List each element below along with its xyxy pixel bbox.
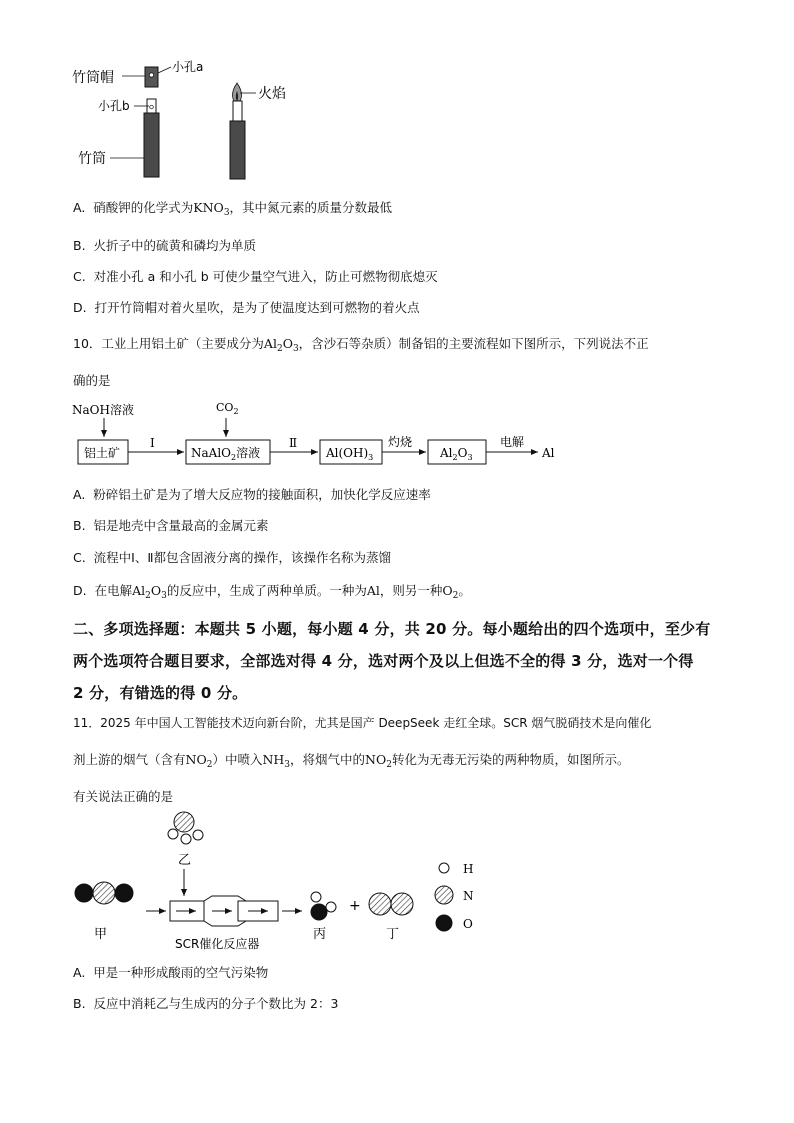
plus-sign: +: [349, 898, 361, 914]
aluminum-flow-diagram: [70, 398, 570, 473]
svg-text:NaAlO2溶液: NaAlO$_2$溶液: [191, 446, 261, 462]
legend-h: H: [463, 862, 474, 876]
legend-n: N: [463, 889, 474, 903]
tube-body-left: [144, 113, 159, 177]
legend-o: O: [463, 917, 473, 931]
q9-option-b: B. 火折子中的硫黄和磷均为单质: [73, 238, 257, 253]
q11-stem-line2: 剂上游的烟气（含有$NO_2$）中喷入$NH_3$，将烟气中的$NO_2$转化为无毒无污染的两种物质，如图所示。: [73, 752, 630, 770]
molecule-bing: [311, 892, 336, 920]
q9-option-c: C. 对准小孔 a 和小孔 b 可使少量空气进入，防止可燃物彻底熄灭: [73, 269, 438, 284]
svg-text:铝土矿: 铝土矿: [84, 446, 121, 460]
label-yi: 乙: [178, 853, 192, 868]
tube-inner-right: [233, 101, 242, 121]
scr-reaction-figure: [70, 808, 510, 958]
step-4: 电解: [500, 435, 525, 449]
q10-stem-line2: 确的是: [73, 373, 111, 388]
section2-line1: 二、多项选择题：本题共 5 小题，每小题 4 分，共 20 分。每小题给出的四个选项中，至少有: [73, 620, 711, 638]
q11-option-a: A. 甲是一种形成酸雨的空气污染物: [73, 965, 269, 980]
label-jia: 甲: [94, 927, 108, 942]
hole-a-label: 小孔a: [172, 60, 204, 74]
tube-label: 竹筒: [78, 151, 106, 167]
step-1: Ⅰ: [150, 436, 155, 450]
molecule-yi: [168, 812, 203, 844]
scr-reactor: [170, 896, 278, 926]
flame-label: 火焰: [258, 86, 286, 102]
q10-option-b: B. 铝是地壳中含量最高的金属元素: [73, 518, 269, 533]
svg-text:Al2O3: $Al_2O_3$: [440, 446, 473, 462]
label-bing: 丙: [313, 927, 327, 942]
step-3: 灼烧: [388, 435, 413, 449]
q9-option-d: D. 打开竹筒帽对着火星吹，是为了使温度达到可燃物的着火点: [73, 300, 420, 315]
q11-option-b: B. 反应中消耗乙与生成丙的分子个数比为 2：3: [73, 996, 339, 1011]
section2-line2: 两个选项符合题目要求，全部选对得 4 分，选对两个及以上但选不全的得 3 分，选对一个得: [73, 652, 694, 670]
product-al: Al: [542, 446, 555, 460]
tube-body-right: [230, 121, 245, 179]
hole-b-label: 小孔b: [98, 99, 130, 113]
fire-starter-figure: [70, 55, 310, 180]
reactor-label: SCR催化反应器: [175, 937, 260, 951]
q10-option-c: C. 流程中Ⅰ、Ⅱ都包含固液分离的操作，该操作名称为蒸馏: [73, 550, 391, 565]
q10-option-d: D. 在电解$Al_2O_3$的反应中，生成了两种单质。一种为Al，则另一种$O_2$。: [73, 583, 471, 601]
q11-stem-line1: 11．2025 年中国人工智能技术迈向新台阶，尤其是国产 DeepSeek 走红全球。SCR 烟气脱硝技术是向催化: [73, 716, 652, 730]
hole-a: [149, 73, 153, 77]
naoh-label: NaOH溶液: [72, 403, 134, 417]
co2-label: $CO_2$: [216, 401, 239, 416]
hole-b: [150, 105, 154, 109]
cap-label: 竹筒帽: [72, 70, 114, 86]
label-ding: 丁: [386, 927, 400, 942]
molecule-jia: [75, 882, 133, 904]
section2-line3: 2 分，有错选的得 0 分。: [73, 684, 248, 702]
q11-stem-line3: 有关说法正确的是: [73, 789, 174, 804]
q10-option-a: A. 粉碎铝土矿是为了增大反应物的接触面积，加快化学反应速率: [73, 487, 431, 502]
molecule-ding: [369, 893, 413, 915]
atom-legend: [435, 863, 453, 931]
q10-stem-line1: 10．工业上用铝土矿（主要成分为$Al_2O_3$，含沙石等杂质）制备铝的主要流程如下图所示，下列说法不正: [73, 336, 649, 354]
q9-option-a: A. 硝酸钾的化学式为$KNO_3$，其中氮元素的质量分数最低: [73, 200, 393, 218]
step-2: Ⅱ: [289, 436, 298, 450]
svg-text:Al(OH)3: $Al(OH)_3$: [326, 446, 374, 462]
